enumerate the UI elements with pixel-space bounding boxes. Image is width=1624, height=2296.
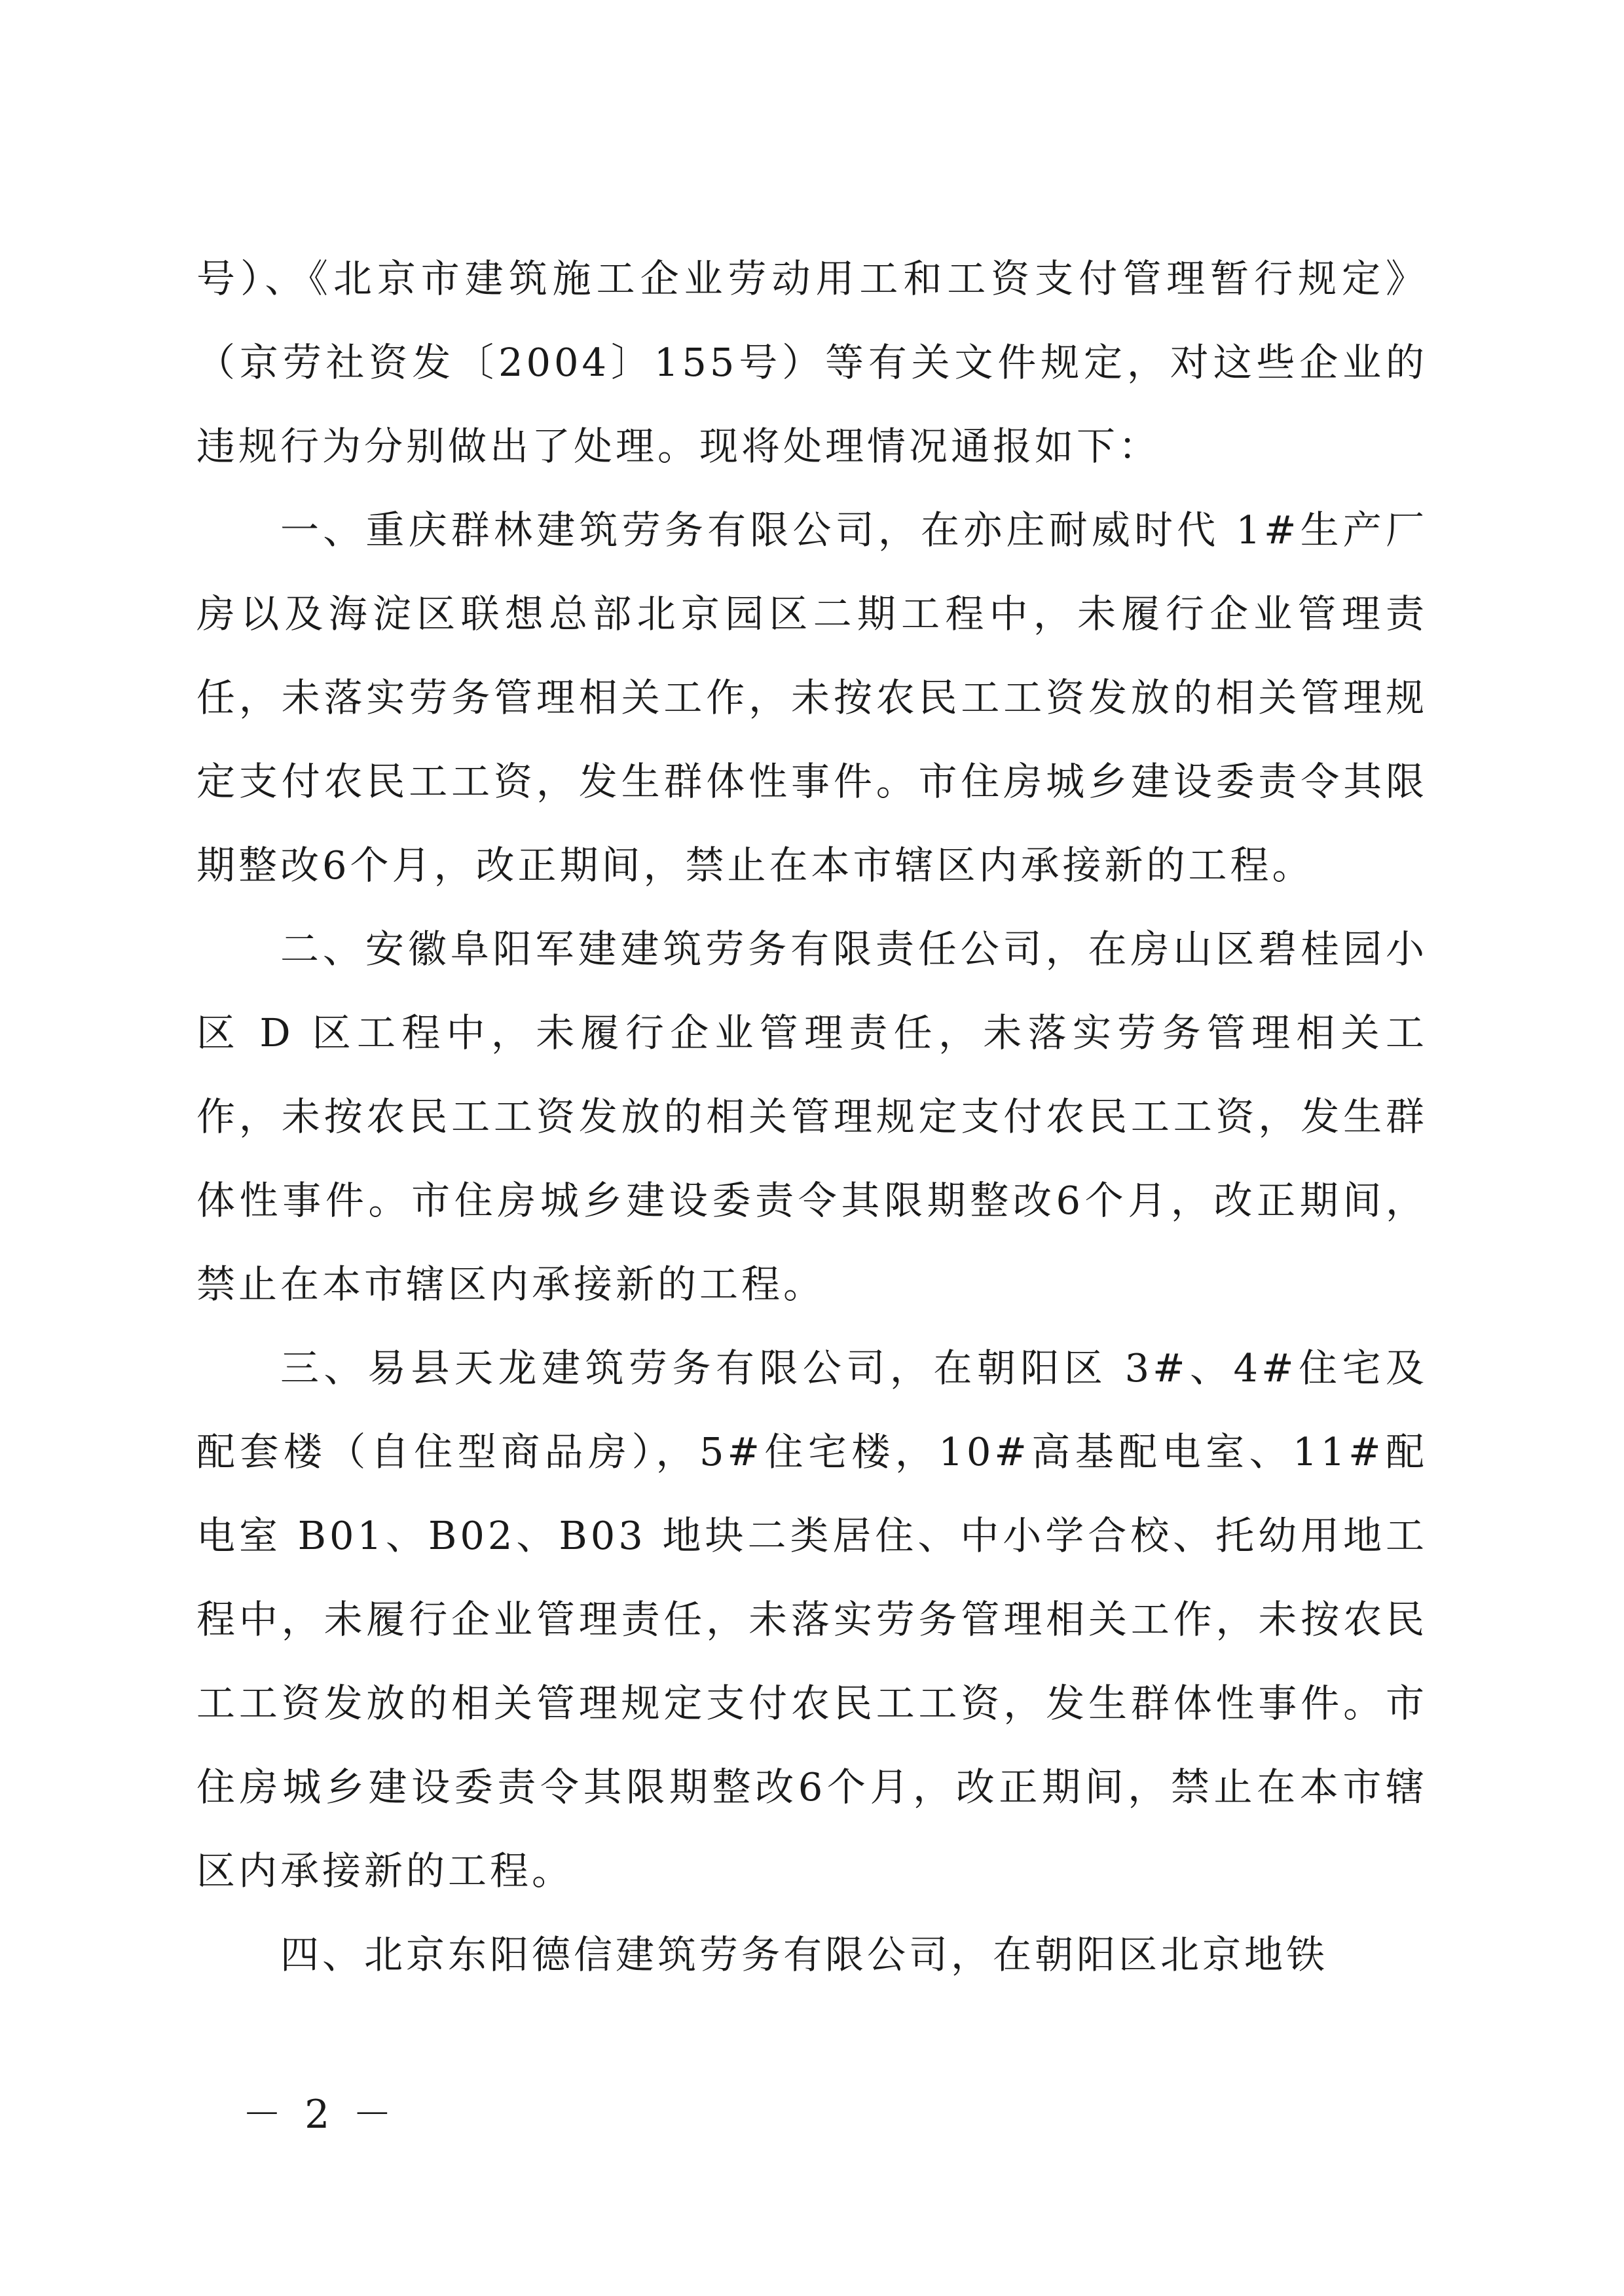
paragraph-item-4: 四、北京东阳德信建筑劳务有限公司，在朝阳区北京地铁: [280, 1932, 1329, 1977]
paragraph-item-3: 三、易县天龙建筑劳务有限公司，在朝阳区 3#、4#住宅及配套楼（自住型商品房），5#住宅楼，10#高基配电室、11#配电室 B01、B02、B03 地块二类居住、中小学合校、托幼用地工程中，未履行企业管理责任，未落实劳务管理相关工作，未按农民工工资发放的相关管理规定支付农民工工资，发生群体性事件。市住房城乡建设委责令其限期整改6个月，改正期间，禁止在本市辖区内承接新的工程。: [196, 1345, 1428, 1893]
paragraph-item-2: 二、安徽阜阳军建建筑劳务有限责任公司，在房山区碧桂园小区 D 区工程中，未履行企业管理责任，未落实劳务管理相关工作，未按农民工工资发放的相关管理规定支付农民工工资，发生群体性事件。市住房城乡建设委责令其限期整改6个月，改正期间，禁止在本市辖区内承接新的工程。: [196, 926, 1428, 1307]
paragraph-item-1: 一、重庆群林建筑劳务有限公司，在亦庄耐威时代 1#生产厂房以及海淀区联想总部北京园区二期工程中，未履行企业管理责任，未落实劳务管理相关工作，未按农民工工资发放的相关管理规定支付农民工工资，发生群体性事件。市住房城乡建设委责令其限期整改6个月，改正期间，禁止在本市辖区内承接新的工程。: [196, 507, 1428, 888]
paragraph-continuation: 号）、《北京市建筑施工企业劳动用工和工资支付管理暂行规定》（京劳社资发〔2004〕155号）等有关文件规定，对这些企业的违规行为分别做出了处理。现将处理情况通报如下：: [196, 256, 1428, 469]
body-text: [196, 237, 1428, 1997]
page-number: － 2 －: [242, 2092, 397, 2138]
